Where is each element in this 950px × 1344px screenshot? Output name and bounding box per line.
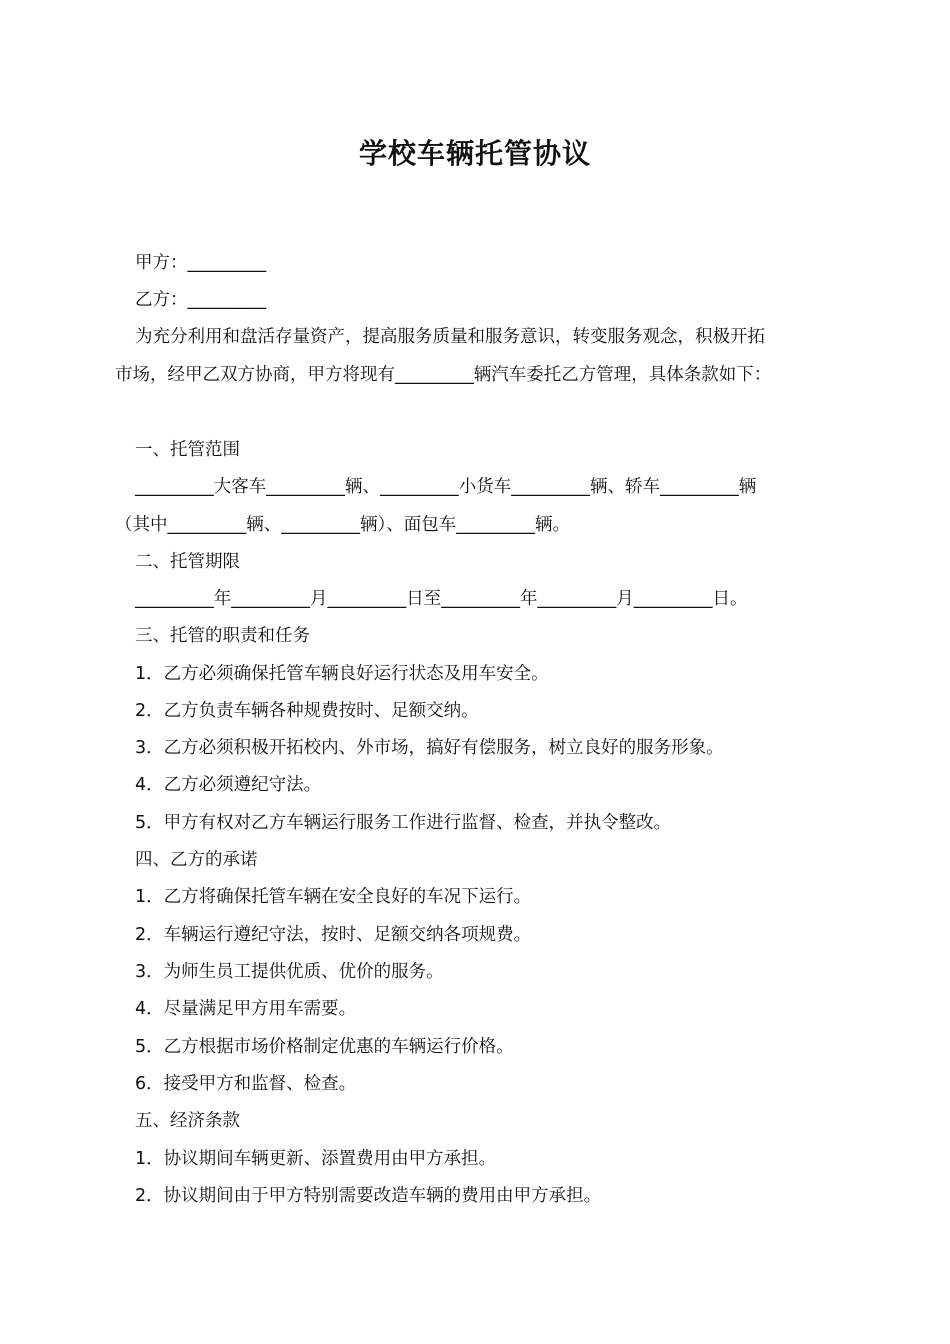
document-title: 学校车辆托管协议 [358,137,591,170]
party-a-line: 甲方：_________ [135,253,267,273]
duties-item-1: 1．乙方必须确保托管车辆良好运行状态及用车安全。 [135,664,549,684]
commitments-item-1: 1．乙方将确保托管车辆在安全良好的车况下运行。 [135,887,532,907]
economic-item-2: 2．协议期间由于甲方特别需要改造车辆的费用由甲方承担。 [135,1186,602,1206]
scope-line-2: （其中_________辆、_________辆）、面包车_________辆。 [115,515,570,535]
section-heading-economic: 五、经济条款 [135,1111,240,1131]
party-b-line: 乙方：_________ [135,290,267,310]
duties-item-2: 2．乙方负责车辆各种规费按时、足额交纳。 [135,701,479,721]
section-heading-commitments: 四、乙方的承诺 [135,850,258,870]
intro-line-2: 市场，经甲乙双方协商，甲方将现有_________辆汽车委托乙方管理，具体条款如下： [115,365,772,385]
scope-line-1: _________大客车_________辆、_________小货车_________辆、轿车_________辆 [135,477,757,497]
commitments-item-5: 5．乙方根据市场价格制定优惠的车辆运行价格。 [135,1037,514,1057]
commitments-item-6: 6．接受甲方和监督、检查。 [135,1074,357,1094]
term-line-1: _________年_________月_________日至_________年_________月_________日。 [135,589,748,609]
duties-item-3: 3．乙方必须积极开拓校内、外市场，搞好有偿服务，树立良好的服务形象。 [135,738,724,758]
section-heading-scope: 一、托管范围 [135,440,240,460]
commitments-item-3: 3．为师生员工提供优质、优价的服务。 [135,962,444,982]
section-heading-term: 二、托管期限 [135,552,240,572]
intro-line-1: 为充分利用和盘活存量资产，提高服务质量和服务意识，转变服务观念，积极开拓 [135,327,765,347]
commitments-item-4: 4．尽量满足甲方用车需要。 [135,999,357,1019]
economic-item-1: 1．协议期间车辆更新、添置费用由甲方承担。 [135,1149,497,1169]
duties-item-5: 5．甲方有权对乙方车辆运行服务工作进行监督、检查，并执令整改。 [135,813,672,833]
duties-item-4: 4．乙方必须遵纪守法。 [135,775,322,795]
commitments-item-2: 2．车辆运行遵纪守法，按时、足额交纳各项规费。 [135,925,532,945]
section-heading-duties: 三、托管的职责和任务 [135,626,310,646]
